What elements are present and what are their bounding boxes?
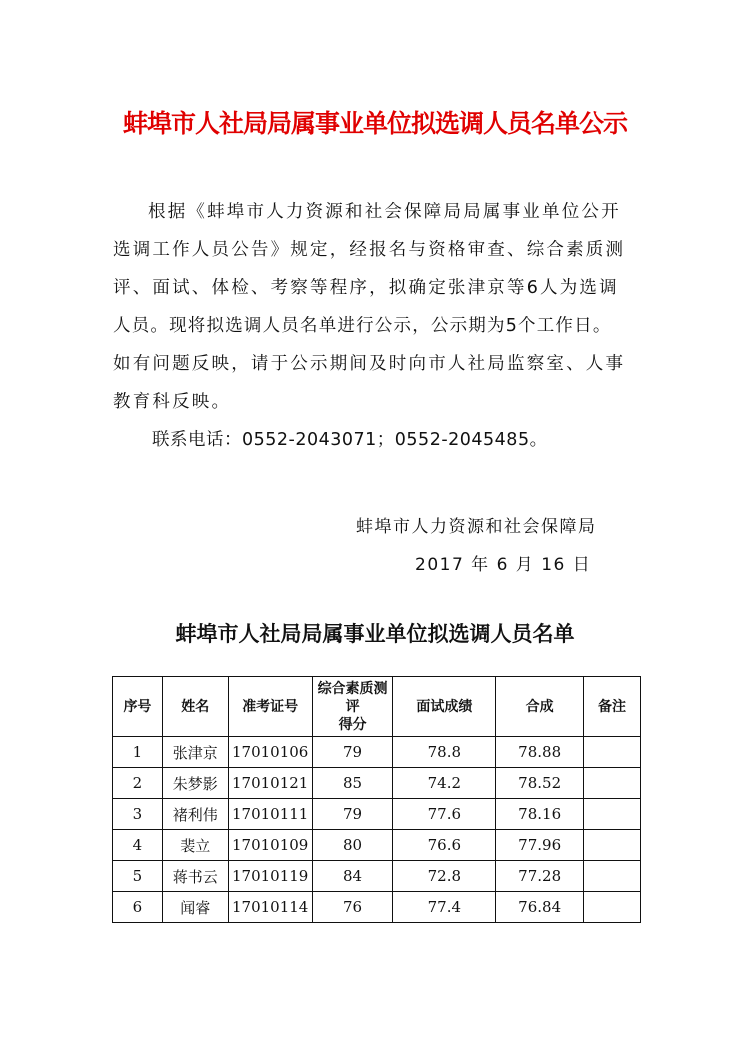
cell-index: 6 [113,892,163,923]
cell-quality-score: 84 [312,861,393,892]
table-row [113,892,641,923]
table-row [113,861,641,892]
header-interview-score: 面试成绩 [393,677,496,737]
cell-index: 4 [113,830,163,861]
cell-name: 朱梦影 [162,768,228,799]
cell-interview-score: 72.8 [393,861,496,892]
cell-total: 78.52 [496,768,584,799]
cell-remarks [584,799,641,830]
cell-name: 张津京 [162,737,228,768]
body-line: 如有问题反映，请于公示期间及时向市人社局监察室、人事 [113,354,626,374]
header-index: 序号 [113,677,163,737]
cell-remarks [584,830,641,861]
candidate-table [112,676,641,923]
cell-exam-id: 17010106 [228,737,312,768]
table-row [113,768,641,799]
cell-index: 5 [113,861,163,892]
page-title: 蚌埠市人社局局属事业单位拟选调人员名单公示 [122,109,627,138]
header-quality-score [312,677,393,737]
cell-name: 蒋书云 [162,861,228,892]
cell-quality-score: 85 [312,768,393,799]
header-quality-score-line1: 综合素质测评 [317,680,388,715]
cell-exam-id: 17010119 [228,861,312,892]
cell-quality-score: 79 [312,799,393,830]
cell-remarks [584,892,641,923]
cell-index: 1 [113,737,163,768]
table-row [113,737,641,768]
cell-exam-id: 17010121 [228,768,312,799]
header-remarks: 备注 [584,677,641,737]
header-total: 合成 [496,677,584,737]
signature-org: 蚌埠市人力资源和社会保障局 [356,517,597,537]
table-header-row [113,677,641,737]
cell-exam-id: 17010114 [228,892,312,923]
cell-quality-score: 76 [312,892,393,923]
body-line: 人员。现将拟选调人员名单进行公示，公示期为5个工作日。 [113,316,612,336]
header-exam-id: 准考证号 [228,677,312,737]
cell-total: 77.28 [496,861,584,892]
cell-index: 2 [113,768,163,799]
cell-quality-score: 79 [312,737,393,768]
cell-interview-score: 76.6 [393,830,496,861]
cell-name: 闻睿 [162,892,228,923]
cell-remarks [584,768,641,799]
body-line: 选调工作人员公告》规定，经报名与资格审查、综合素质测 [113,240,626,260]
cell-total: 77.96 [496,830,584,861]
contact-phone: 联系电话：0552-2043071；0552-2045485。 [152,430,548,450]
cell-exam-id: 17010111 [228,799,312,830]
signature-date: 2017 年 6 月 16 日 [415,555,592,575]
cell-quality-score: 80 [312,830,393,861]
cell-total: 76.84 [496,892,584,923]
cell-index: 3 [113,799,163,830]
cell-total: 78.16 [496,799,584,830]
cell-exam-id: 17010109 [228,830,312,861]
cell-name: 褚利伟 [162,799,228,830]
cell-remarks [584,737,641,768]
cell-interview-score: 74.2 [393,768,496,799]
cell-interview-score: 78.8 [393,737,496,768]
body-line: 根据《蚌埠市人力资源和社会保障局局属事业单位公开 [148,202,621,222]
table-row [113,830,641,861]
cell-remarks [584,861,641,892]
cell-total: 78.88 [496,737,584,768]
header-name: 姓名 [162,677,228,737]
table-title: 蚌埠市人社局局属事业单位拟选调人员名单 [175,622,575,646]
header-quality-score-line2: 得分 [338,716,367,733]
body-line: 教育科反映。 [113,392,232,412]
cell-interview-score: 77.4 [393,892,496,923]
table-row [113,799,641,830]
cell-name: 裴立 [162,830,228,861]
body-line: 评、面试、体检、考察等程序，拟确定张津京等6人为选调 [113,278,619,298]
cell-interview-score: 77.6 [393,799,496,830]
